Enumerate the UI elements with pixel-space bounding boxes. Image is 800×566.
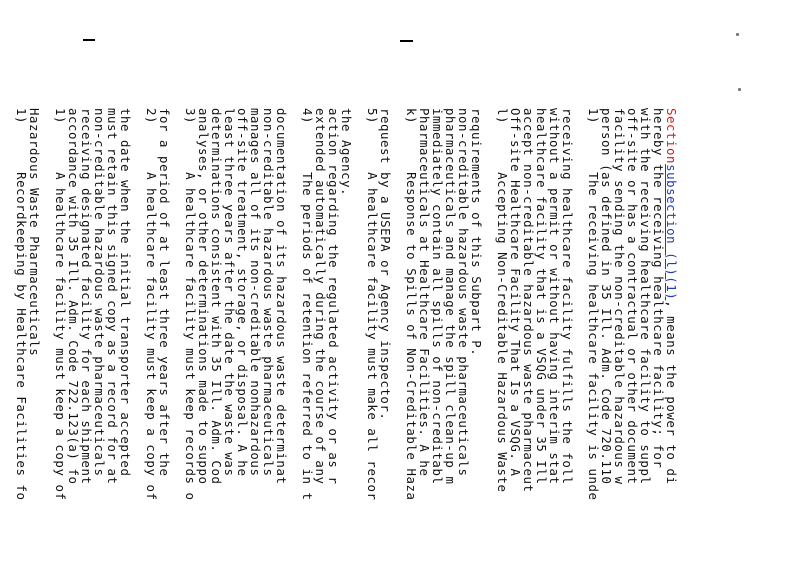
text-line: action regarding the regulated activity or as r	[326, 108, 341, 485]
text-line: 2) A healthcare facility must keep a copy of	[144, 108, 159, 501]
text-line: accordance with 35 Ill. Adm. Code 722.123(a) fo	[66, 108, 81, 485]
text-line: Pharmaceuticals at Healthcare Facilities. A he	[417, 108, 432, 477]
text-line-amended	[665, 108, 678, 484]
text-line: request by a USEPA or Agency inspector.	[378, 108, 393, 421]
text-line: least three years after the date the waste was	[222, 108, 237, 477]
text-line: 5) A healthcare facility must make all recor	[365, 108, 380, 501]
text-line: accept non-creditable hazardous waste pharmaceut	[521, 108, 536, 493]
text-line: manages all of its non-creditable nonhazardous	[248, 108, 263, 477]
text-line: off-site treatment, storage, or disposal. A he	[235, 108, 250, 477]
text-line: documentation of its hazardous waste determinat	[274, 108, 289, 485]
text-line: healthcare facility that is a VSQG under 35 Ill	[534, 108, 549, 485]
text-line: Hazardous Waste Pharmaceuticals	[27, 108, 42, 357]
text-line: k) Response to Spills of Non-Creditable Haza	[404, 108, 419, 501]
text-line: non-creditable hazardous waste pharmaceuticals	[456, 108, 471, 477]
text-line: without a permit or without having interim stat	[547, 108, 562, 485]
text-line: with the receiving healthcare facility to suppl	[638, 108, 653, 485]
text-line: requirements of this Subpart P.	[469, 108, 484, 357]
text-line: analyses, or other determinations made to suppo	[196, 108, 211, 485]
text-line: 3) A healthcare facility must keep records o	[183, 108, 198, 501]
text-line: non-creditable hazardous waste pharmaceuticals	[92, 108, 107, 477]
text-line: determinations consistent with 35 Ill. Adm. Cod	[209, 108, 224, 485]
text-line: l) Accepting Non-Creditable Hazardous Waste	[495, 108, 510, 493]
inserted-text: subsection (l)(1)	[664, 164, 679, 301]
text-line: facility sending the non-creditable hazardous w	[612, 108, 627, 485]
text-line: for a period of at least three years after the	[157, 108, 172, 477]
text-line: 1) A healthcare facility must keep a copy of	[53, 108, 68, 501]
text-line: hereby the receiving healthcare facility; for	[651, 108, 666, 469]
text-line: 1) The receiving healthcare facility is unde	[586, 108, 601, 501]
text-line: extended automatically during the course of any	[313, 108, 328, 485]
text-line: the Agency.	[339, 108, 354, 197]
text-line: the date when the initial transporter accepted	[118, 108, 133, 477]
text-line: receiving designated facility for each shipment	[79, 108, 94, 485]
text-line: Off-site Healthcare Facility That Is a VSQG. A	[508, 108, 523, 477]
text-line: off-site or has a contractual or other document	[625, 108, 640, 485]
line-remainder: , means the power to di	[664, 300, 679, 485]
deleted-text: Section	[664, 108, 679, 165]
text-line: person (as defined in 35 Ill. Adm. Code 720.110	[599, 108, 614, 485]
text-line: immediately contain all spills of non-creditabl	[430, 108, 445, 485]
text-line: non-creditable hazardous waste pharmaceuticals	[261, 108, 276, 477]
text-line: 1) Recordkeeping by Healthcare Facilities fo	[14, 108, 29, 501]
text-line: 4) The periods of retention referred to in t	[300, 108, 315, 501]
text-line: must retain this signed copy as a record for at	[105, 108, 120, 485]
text-line: receiving healthcare facility fulfills the foll	[560, 108, 575, 485]
text-line: pharmaceuticals and manage the spill clean-up m	[443, 108, 458, 485]
